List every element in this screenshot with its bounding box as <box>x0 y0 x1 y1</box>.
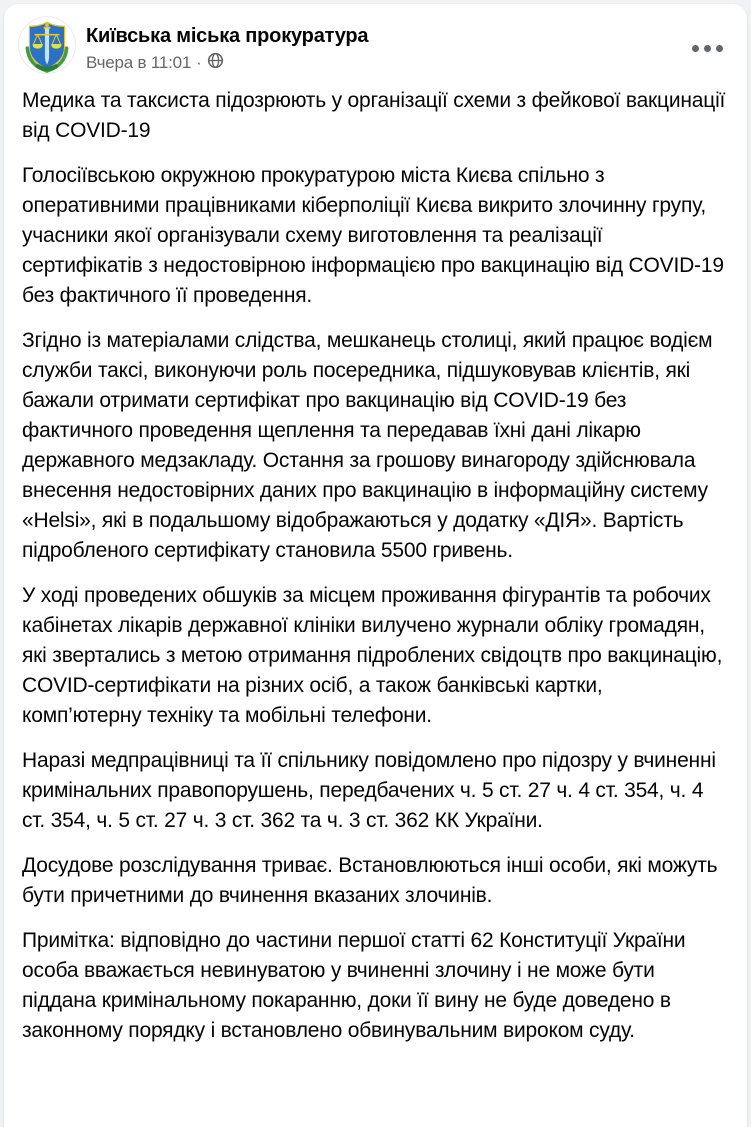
post-paragraph: Голосіївською окружною прокуратурою міста Києва спільно з оперативними працівниками кіберполіції Києва викрито злочинну групу, учасники якої організували схему виготовлення та реалізації сертифікатів з недостовірною інформацією про вакцинацію від COVID-19 без фактичного її проведення. <box>22 164 724 307</box>
post-meta <box>86 16 368 74</box>
post-paragraph: Наразі медпрацівниці та її спільнику повідомлено про підозру у вчиненні кримінальних правопорушень, передбачених ч. 5 ст. 27 ч. 4 ст. 354, ч. 4 ст. 354, ч. 5 ст. 27 ч. 3 ст. 362 та ч. 3 ст. 362 КК України. <box>22 749 716 832</box>
more-options-button[interactable] <box>689 30 725 66</box>
facebook-post-card <box>4 4 747 1127</box>
post-paragraph: Досудове розслідування триває. Встановлюються інші особи, які можуть бути причетними до вчинення вказаних злочинів. <box>22 854 718 907</box>
prosecutor-emblem-icon <box>18 16 76 74</box>
globe-icon <box>207 52 224 74</box>
page-avatar[interactable] <box>18 16 76 74</box>
post-subline <box>86 51 368 74</box>
post-timestamp[interactable]: Вчера в 11:01 <box>86 52 192 72</box>
post-header <box>4 4 747 80</box>
post-paragraph: Медика та таксиста підозрюють у організації схеми з фейкової вакцинації від COVID-19 <box>22 89 726 142</box>
author-name-link[interactable]: Київська міська прокуратура <box>86 25 369 47</box>
post-paragraph: Примітка: відповідно до частини першої статті 62 Конституції України особа вважається невинуватою у вчиненні злочину і не може бути піддана кримінальному покаранню, доки її вину не буде доведено в законному порядку і встановлено обвинувальним вироком суду. <box>22 929 686 1042</box>
post-paragraph: У ході проведених обшуків за місцем проживання фігурантів та робочих кабінетах лікарів державної клініки вилучено журнали обліку громадян, які звертались з метою отримання підроблених свідоцтв про вакцинацію, COVID-сертифікати на різних осіб, а також банківські картки, комп’ютерну техніку та мобільні телефони. <box>22 584 723 727</box>
post-paragraph: Згідно із матеріалами слідства, мешканець столиці, який працює водієм служби таксі, виконуючи роль посередника, підшуковував клієнтів, які бажали отримати сертифікат про вакцинацію від COVID-19 без фактичного проведення щеплення та передавав їхні дані лікарю державного медзакладу. Остання за грошову винагороду здійснювала внесення недостовірних даних про вакцинацію в інформаційну систему «Helsi», які в подальшому відображаються у додатку «ДІЯ». Вартість підробленого сертифікату становила 5500 гривень. <box>22 329 713 562</box>
timestamp-separator: · <box>196 52 202 72</box>
post-content <box>4 80 747 1085</box>
ellipsis-icon <box>692 45 723 52</box>
